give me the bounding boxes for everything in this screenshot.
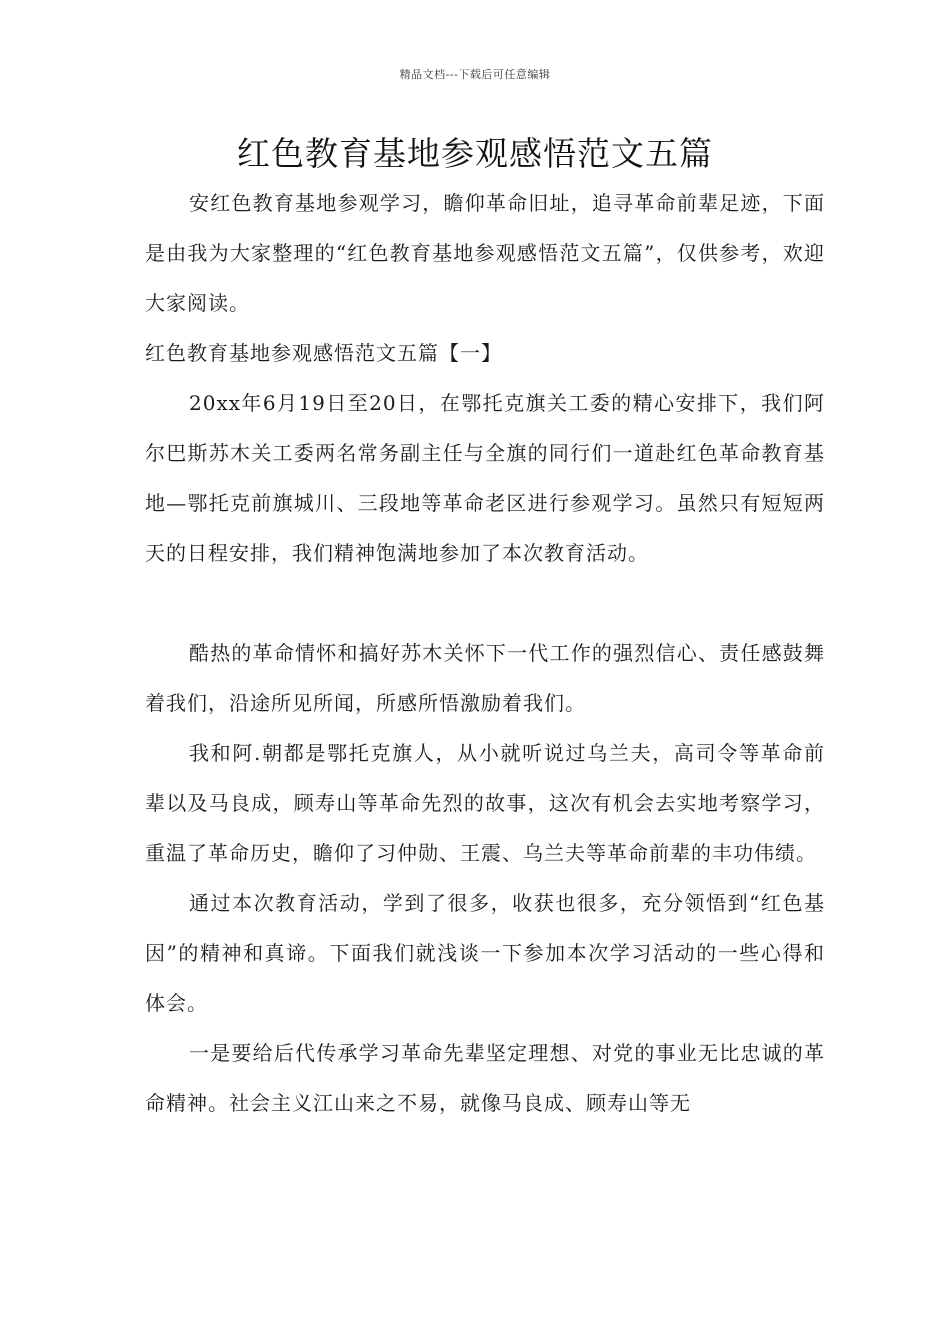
paragraph-spacer (145, 578, 825, 628)
section-heading: 红色教育基地参观感悟范文五篇【一】 (145, 341, 502, 365)
header-note: 精品文档---下载后可任意编辑 (399, 68, 551, 81)
body-paragraph: 酷热的革命情怀和搞好苏木关怀下一代工作的强烈信心、责任感鼓舞着我们，沿途所见所闻，所感所悟激励着我们。 (145, 641, 825, 715)
body-paragraph: 我和阿.朝都是鄂托克旗人，从小就听说过乌兰夫，高司令等革命前辈以及马良成，顾寿山等革命先烈的故事，这次有机会去实地考察学习，重温了革命历史，瞻仰了习仲勋、王震、乌兰夫等革命前辈的丰功伟绩。 (145, 741, 825, 865)
body-paragraph: 一是要给后代传承学习革命先辈坚定理想、对党的事业无比忠诚的革命精神。社会主义江山来之不易，就像马良成、顾寿山等无 (145, 1041, 825, 1115)
page-title: 红色教育基地参观感悟范文五篇 (237, 134, 713, 173)
intro-paragraph: 安红色教育基地参观学习，瞻仰革命旧址，追寻革命前辈足迹，下面是由我为大家整理的“红色教育基地参观感悟范文五篇”，仅供参考，欢迎大家阅读。 (145, 191, 825, 315)
body-paragraph: 20xx年6月19日至20日，在鄂托克旗关工委的精心安排下，我们阿尔巴斯苏木关工委两名常务副主任与全旗的同行们一道赴红色革命教育基地—鄂托克前旗城川、三段地等革命老区进行参观学习。虽然只有短短两天的日程安排，我们精神饱满地参加了本次教育活动。 (145, 391, 825, 565)
body-paragraph: 通过本次教育活动，学到了很多，收获也很多，充分领悟到“红色基因”的精神和真谛。下面我们就浅谈一下参加本次学习活动的一些心得和体会。 (145, 891, 825, 1015)
document-body (145, 178, 825, 1128)
